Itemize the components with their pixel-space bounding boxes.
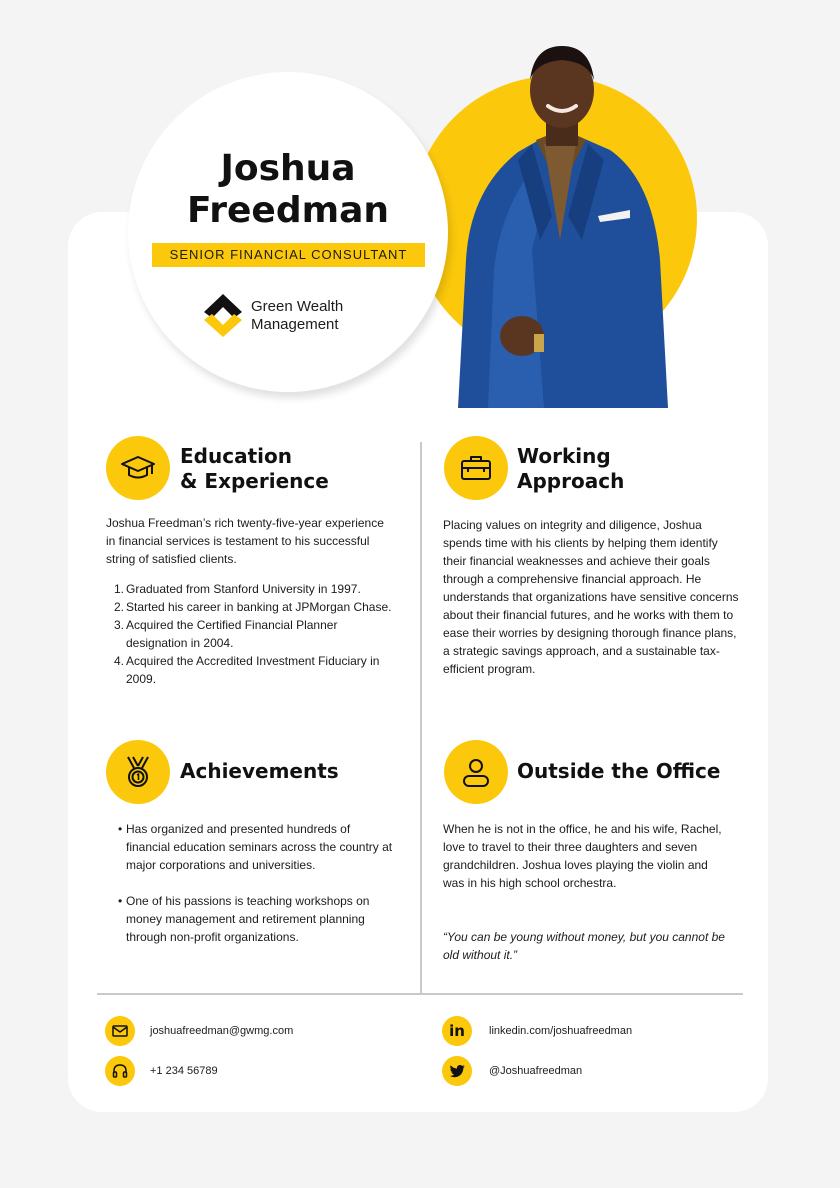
education-list xyxy=(106,580,401,688)
list-text: Started his career in banking at JPMorgan Chase. xyxy=(126,600,392,614)
twitter-handle[interactable]: @Joshuafreedman xyxy=(489,1065,583,1077)
outside-text: When he is not in the office, he and his wife, Rachel, love to travel to their three daughters and seven grandchildren. Joshua loves playing the violin and was in his high school orchestra. xyxy=(443,822,722,890)
header-circle xyxy=(128,72,448,392)
achievements-list xyxy=(106,820,396,946)
linkedin-glyph: in xyxy=(449,1021,465,1040)
headset-icon xyxy=(105,1056,135,1086)
medal-icon xyxy=(106,740,170,804)
quote-text: “You can be young without money, but you cannot be old without it.” xyxy=(443,930,725,962)
portrait-illustration xyxy=(448,40,678,408)
footer-divider xyxy=(97,993,743,995)
graduation-cap-icon xyxy=(106,436,170,500)
list-item xyxy=(106,616,401,652)
briefcase-icon xyxy=(444,436,508,500)
list-item: • One of his passions is teaching workshops on money management and retirement planning through non-profit organizations. xyxy=(106,892,396,946)
approach-title-line2: Approach xyxy=(517,469,625,493)
company-logo-icon xyxy=(202,292,244,338)
approach-title-line1: Working xyxy=(517,444,611,468)
achievements-title: Achievements xyxy=(180,759,339,783)
list-number: 3. xyxy=(114,618,125,632)
person-icon xyxy=(444,740,508,804)
linkedin-link[interactable]: linkedin.com/joshuafreedman xyxy=(489,1025,633,1037)
company-name-line1: Green Wealth xyxy=(251,298,344,315)
company-name-line2: Management xyxy=(251,316,339,333)
list-item xyxy=(106,652,401,688)
twitter-icon xyxy=(442,1056,472,1086)
linkedin-icon xyxy=(442,1016,472,1046)
column-divider xyxy=(420,442,422,994)
list-text: Graduated from Stanford University in 1997. xyxy=(126,582,361,596)
list-item xyxy=(106,598,401,616)
education-title-line2: & Experience xyxy=(180,469,329,493)
email-icon xyxy=(105,1016,135,1046)
education-title-line1: Education xyxy=(180,444,292,468)
job-title-badge: SENIOR FINANCIAL CONSULTANT xyxy=(152,243,425,267)
education-title xyxy=(180,444,329,494)
education-intro: Joshua Freedman’s rich twenty-five-year experience in financial services is testament to his successful string of satisfied clients. xyxy=(106,516,384,566)
list-text: Acquired the Accredited Investment Fiduciary in 2009. xyxy=(126,654,380,686)
list-number: 4. xyxy=(114,654,125,668)
name-last: Freedman xyxy=(186,190,390,231)
outside-title: Outside the Office xyxy=(517,759,721,783)
list-number: 1. xyxy=(114,582,125,596)
portrait-photo xyxy=(448,40,678,408)
list-text: Acquired the Certified Financial Planner designation in 2004. xyxy=(126,618,338,650)
name-first: Joshua xyxy=(220,148,356,189)
list-item xyxy=(106,580,401,598)
phone-number[interactable]: +1 234 56789 xyxy=(150,1065,218,1077)
person-name xyxy=(128,148,448,232)
company-name xyxy=(251,298,343,334)
approach-text: Placing values on integrity and diligence, Joshua spends time with his clients by helping them identify their financial weaknesses and achieve their goals through a comprehensive financial approach. He understands that organizations have sensitive concerns about their financial futures, and he works with them to ease their worries by designing thorough finance plans, a strategic savings approach, and a sustainable tax-efficient program. xyxy=(443,518,739,676)
list-number: 2. xyxy=(114,600,125,614)
email-link[interactable]: joshuafreedman@gwmg.com xyxy=(150,1025,294,1037)
approach-title xyxy=(517,444,624,494)
list-item: • Has organized and presented hundreds of financial education seminars across the country at major corporations and universities. xyxy=(106,820,396,874)
